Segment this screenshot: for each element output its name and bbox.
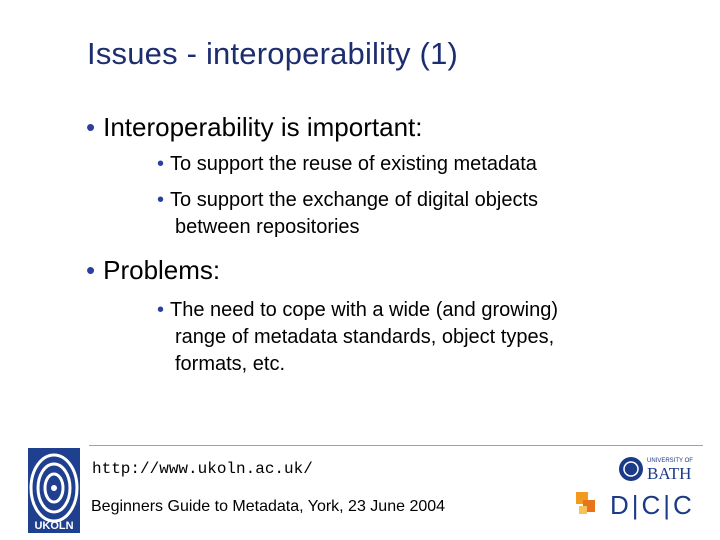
bath-logo-icon bbox=[617, 454, 701, 484]
footer-divider bbox=[89, 445, 703, 446]
slide-title: Issues - interoperability (1) bbox=[87, 36, 459, 71]
footer-caption: Beginners Guide to Metadata, York, 23 June 2004 bbox=[91, 498, 446, 515]
sub-bullet-text: To support the reuse of existing metadata bbox=[170, 153, 537, 175]
sub-bullet-text: The need to cope with a wide (and growing) bbox=[170, 299, 559, 321]
ukoln-logo-icon bbox=[28, 448, 80, 533]
sub-bullet-exchange bbox=[157, 187, 538, 241]
dcc-logo-icon bbox=[574, 488, 699, 522]
ukoln-logo-text: UKOLN bbox=[34, 520, 74, 532]
sub-bullet-standards bbox=[157, 297, 558, 378]
bath-logo-small-text: UNIVERSITY OF bbox=[647, 458, 693, 464]
bullet-dot: • bbox=[157, 189, 165, 211]
bullet-text: Problems: bbox=[103, 255, 221, 285]
sub-bullet-text: To support the exchange of digital objects bbox=[170, 189, 539, 211]
bullet-text: Interoperability is important: bbox=[103, 112, 423, 142]
sub-bullet-text-continued: between repositories bbox=[175, 216, 360, 238]
bullet-dot: • bbox=[86, 255, 96, 285]
bath-logo-text: BATH bbox=[647, 464, 692, 483]
sub-bullet-text-continued: formats, etc. bbox=[175, 353, 286, 375]
bullet-dot: • bbox=[157, 299, 165, 321]
dcc-logo-text: D|C|C bbox=[610, 490, 695, 520]
footer-url[interactable]: http://www.ukoln.ac.uk/ bbox=[92, 460, 313, 478]
sub-bullet-reuse bbox=[157, 151, 537, 178]
bullet-dot: • bbox=[86, 112, 96, 142]
bullet-dot: • bbox=[157, 153, 165, 175]
sub-bullet-text-continued: range of metadata standards, object types, bbox=[175, 326, 555, 348]
bullet-interoperability bbox=[86, 112, 422, 143]
bullet-problems bbox=[86, 255, 220, 286]
